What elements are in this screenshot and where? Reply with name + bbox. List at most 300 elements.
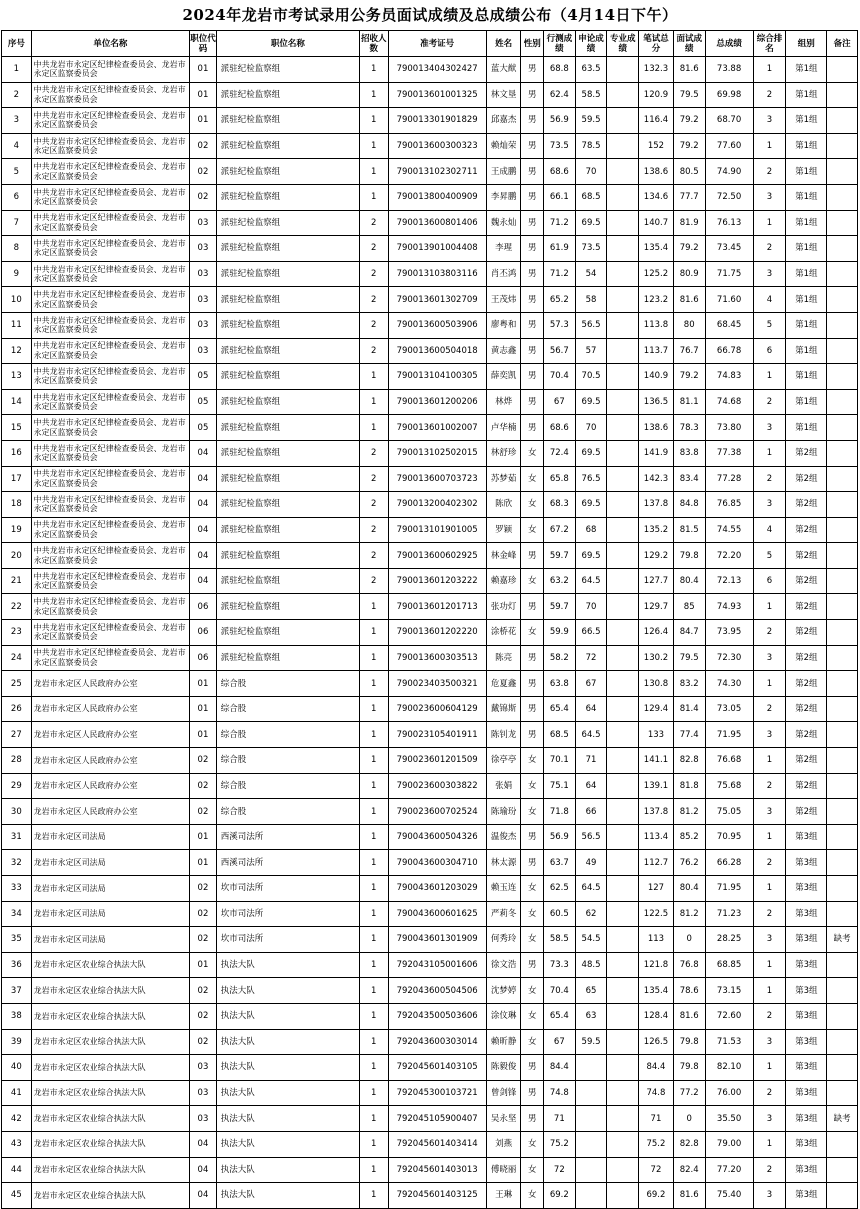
position-code: 02 [190, 901, 217, 927]
position-name: 派驻纪检监察组 [216, 364, 359, 390]
remarks [827, 466, 858, 492]
results-table [1, 30, 858, 1209]
essay-score: 48.5 [575, 952, 607, 978]
total-score: 66.28 [705, 850, 753, 876]
unit-name: 龙岩市永定区农业综合执法大队 [31, 1131, 190, 1157]
table-row [2, 748, 858, 774]
remarks [827, 978, 858, 1004]
position-code: 02 [190, 1029, 217, 1055]
table-row [2, 568, 858, 594]
essay-score [575, 1131, 607, 1157]
group: 第2组 [786, 671, 827, 697]
unit-name: 龙岩市永定区农业综合执法大队 [31, 1183, 190, 1209]
essay-score: 67 [575, 671, 607, 697]
row-seq: 27 [2, 722, 32, 748]
candidate-name: 赖玉连 [486, 876, 521, 902]
rank: 1 [753, 210, 786, 236]
group: 第2组 [786, 517, 827, 543]
unit-name: 中共龙岩市永定区纪律检查委员会、龙岩市永定区监察委员会 [31, 312, 190, 338]
written-total: 126.5 [639, 1029, 674, 1055]
written-total: 121.8 [639, 952, 674, 978]
total-score: 77.28 [705, 466, 753, 492]
remarks [827, 57, 858, 83]
total-score: 71.95 [705, 876, 753, 902]
header-total-score: 总成绩 [705, 31, 753, 57]
remarks [827, 568, 858, 594]
essay-score: 70 [575, 415, 607, 441]
row-seq: 36 [2, 952, 32, 978]
position-code: 03 [190, 236, 217, 262]
gender: 女 [521, 927, 543, 953]
group: 第3组 [786, 1003, 827, 1029]
candidate-name: 罗颖 [486, 517, 521, 543]
professional-score [607, 1106, 639, 1132]
header-name: 姓名 [486, 31, 521, 57]
aptitude-score: 62.5 [543, 876, 575, 902]
unit-name: 龙岩市永定区人民政府办公室 [31, 748, 190, 774]
aptitude-score: 71.2 [543, 261, 575, 287]
professional-score [607, 620, 639, 646]
aptitude-score: 68.8 [543, 57, 575, 83]
quota: 1 [359, 389, 388, 415]
total-score: 77.38 [705, 440, 753, 466]
total-score: 82.10 [705, 1055, 753, 1081]
candidate-name: 徐亭亭 [486, 748, 521, 774]
unit-name: 中共龙岩市永定区纪律检查委员会、龙岩市永定区监察委员会 [31, 492, 190, 518]
row-seq: 20 [2, 543, 32, 569]
group: 第3组 [786, 1055, 827, 1081]
position-name: 执法大队 [216, 1003, 359, 1029]
table-row [2, 978, 858, 1004]
interview-score: 82.4 [673, 1157, 705, 1183]
written-total: 127 [639, 876, 674, 902]
professional-score [607, 517, 639, 543]
row-seq: 42 [2, 1106, 32, 1132]
exam-number: 792043600303014 [388, 1029, 486, 1055]
interview-score: 80.4 [673, 876, 705, 902]
gender: 女 [521, 466, 543, 492]
rank: 5 [753, 543, 786, 569]
exam-number: 790013102302711 [388, 159, 486, 185]
group: 第3组 [786, 927, 827, 953]
row-seq: 5 [2, 159, 32, 185]
essay-score: 71 [575, 748, 607, 774]
aptitude-score: 67 [543, 1029, 575, 1055]
candidate-name: 黄志鑫 [486, 338, 521, 364]
row-seq: 13 [2, 364, 32, 390]
professional-score [607, 696, 639, 722]
row-seq: 3 [2, 108, 32, 134]
gender: 女 [521, 1029, 543, 1055]
candidate-name: 张功灯 [486, 594, 521, 620]
exam-number: 790023403500321 [388, 671, 486, 697]
written-total: 138.6 [639, 415, 674, 441]
candidate-name: 戴锦斯 [486, 696, 521, 722]
position-code: 03 [190, 261, 217, 287]
aptitude-score: 65.4 [543, 1003, 575, 1029]
aptitude-score: 67 [543, 389, 575, 415]
total-score: 71.95 [705, 722, 753, 748]
position-code: 06 [190, 645, 217, 671]
total-score: 68.70 [705, 108, 753, 134]
interview-score: 81.6 [673, 1003, 705, 1029]
rank: 2 [753, 159, 786, 185]
position-code: 02 [190, 876, 217, 902]
quota: 2 [359, 338, 388, 364]
rank: 3 [753, 1029, 786, 1055]
gender: 男 [521, 696, 543, 722]
essay-score: 56.5 [575, 312, 607, 338]
position-name: 派驻纪检监察组 [216, 338, 359, 364]
position-name: 派驻纪检监察组 [216, 57, 359, 83]
position-code: 06 [190, 620, 217, 646]
position-name: 派驻纪检监察组 [216, 312, 359, 338]
total-score: 73.80 [705, 415, 753, 441]
gender: 女 [521, 620, 543, 646]
candidate-name: 陈毅俊 [486, 1055, 521, 1081]
written-total: 126.4 [639, 620, 674, 646]
gender: 女 [521, 1157, 543, 1183]
table-row [2, 1029, 858, 1055]
position-code: 04 [190, 1157, 217, 1183]
remarks [827, 236, 858, 262]
position-code: 02 [190, 1003, 217, 1029]
unit-name: 龙岩市永定区农业综合执法大队 [31, 1080, 190, 1106]
quota: 1 [359, 1055, 388, 1081]
row-seq: 38 [2, 1003, 32, 1029]
quota: 2 [359, 210, 388, 236]
table-row [2, 287, 858, 313]
interview-score: 80.9 [673, 261, 705, 287]
professional-score [607, 594, 639, 620]
row-seq: 45 [2, 1183, 32, 1209]
table-row [2, 594, 858, 620]
position-code: 04 [190, 492, 217, 518]
remarks [827, 338, 858, 364]
written-total: 134.6 [639, 184, 674, 210]
position-name: 派驻纪检监察组 [216, 415, 359, 441]
gender: 女 [521, 517, 543, 543]
essay-score: 72 [575, 645, 607, 671]
group: 第2组 [786, 440, 827, 466]
aptitude-score: 58.5 [543, 927, 575, 953]
header-essay-score: 申论成绩 [575, 31, 607, 57]
unit-name: 中共龙岩市永定区纪律检查委员会、龙岩市永定区监察委员会 [31, 645, 190, 671]
quota: 1 [359, 1183, 388, 1209]
rank: 3 [753, 1183, 786, 1209]
group: 第3组 [786, 952, 827, 978]
total-score: 70.95 [705, 824, 753, 850]
position-name: 综合股 [216, 722, 359, 748]
total-score: 71.53 [705, 1029, 753, 1055]
table-row [2, 184, 858, 210]
written-total: 129.4 [639, 696, 674, 722]
professional-score [607, 492, 639, 518]
unit-name: 龙岩市永定区农业综合执法大队 [31, 1106, 190, 1132]
essay-score: 64.5 [575, 568, 607, 594]
written-total: 138.6 [639, 159, 674, 185]
remarks [827, 620, 858, 646]
row-seq: 33 [2, 876, 32, 902]
table-row [2, 261, 858, 287]
gender: 男 [521, 824, 543, 850]
professional-score [607, 671, 639, 697]
row-seq: 28 [2, 748, 32, 774]
remarks [827, 210, 858, 236]
professional-score [607, 287, 639, 313]
aptitude-score: 56.9 [543, 108, 575, 134]
remarks [827, 671, 858, 697]
group: 第2组 [786, 492, 827, 518]
table-row [2, 1157, 858, 1183]
gender: 男 [521, 952, 543, 978]
quota: 1 [359, 799, 388, 825]
unit-name: 龙岩市永定区农业综合执法大队 [31, 978, 190, 1004]
remarks [827, 543, 858, 569]
header-position-code: 职位代码 [190, 31, 217, 57]
candidate-name: 吴永坚 [486, 1106, 521, 1132]
interview-score: 81.8 [673, 773, 705, 799]
table-row [2, 824, 858, 850]
gender: 女 [521, 799, 543, 825]
interview-score: 77.4 [673, 722, 705, 748]
exam-number: 792045601403414 [388, 1131, 486, 1157]
professional-score [607, 901, 639, 927]
interview-score: 84.7 [673, 620, 705, 646]
quota: 1 [359, 952, 388, 978]
aptitude-score: 68.3 [543, 492, 575, 518]
quota: 1 [359, 415, 388, 441]
aptitude-score: 70.4 [543, 978, 575, 1004]
position-name: 执法大队 [216, 1055, 359, 1081]
group: 第2组 [786, 722, 827, 748]
professional-score [607, 1055, 639, 1081]
position-name: 派驻纪检监察组 [216, 492, 359, 518]
professional-score [607, 210, 639, 236]
total-score: 72.60 [705, 1003, 753, 1029]
remarks [827, 517, 858, 543]
header-position-name: 职位名称 [216, 31, 359, 57]
gender: 男 [521, 184, 543, 210]
row-seq: 8 [2, 236, 32, 262]
candidate-name: 赖灿荣 [486, 133, 521, 159]
row-seq: 25 [2, 671, 32, 697]
total-score: 79.00 [705, 1131, 753, 1157]
position-code: 02 [190, 799, 217, 825]
rank: 1 [753, 671, 786, 697]
written-total: 116.4 [639, 108, 674, 134]
quota: 2 [359, 261, 388, 287]
interview-score: 81.4 [673, 696, 705, 722]
total-score: 72.13 [705, 568, 753, 594]
quota: 2 [359, 543, 388, 569]
position-name: 西溪司法所 [216, 850, 359, 876]
candidate-name: 卢华楠 [486, 415, 521, 441]
remarks [827, 1131, 858, 1157]
header-seq: 序号 [2, 31, 32, 57]
remarks [827, 594, 858, 620]
group: 第1组 [786, 364, 827, 390]
professional-score [607, 568, 639, 594]
interview-score: 80.4 [673, 568, 705, 594]
group: 第3组 [786, 876, 827, 902]
aptitude-score: 73.5 [543, 133, 575, 159]
candidate-name: 薛奕凯 [486, 364, 521, 390]
interview-score: 0 [673, 927, 705, 953]
professional-score [607, 1183, 639, 1209]
total-score: 74.68 [705, 389, 753, 415]
essay-score: 63 [575, 1003, 607, 1029]
total-score: 74.30 [705, 671, 753, 697]
written-total: 152 [639, 133, 674, 159]
unit-name: 龙岩市永定区司法局 [31, 927, 190, 953]
interview-score: 82.8 [673, 1131, 705, 1157]
quota: 1 [359, 1029, 388, 1055]
position-code: 03 [190, 1055, 217, 1081]
position-name: 坎市司法所 [216, 876, 359, 902]
rank: 1 [753, 133, 786, 159]
position-code: 01 [190, 108, 217, 134]
exam-number: 790043601203029 [388, 876, 486, 902]
rank: 1 [753, 1055, 786, 1081]
interview-score: 81.2 [673, 901, 705, 927]
group: 第1组 [786, 312, 827, 338]
total-score: 77.20 [705, 1157, 753, 1183]
remarks [827, 748, 858, 774]
remarks [827, 824, 858, 850]
gender: 女 [521, 1003, 543, 1029]
aptitude-score: 75.2 [543, 1131, 575, 1157]
aptitude-score: 71.2 [543, 210, 575, 236]
essay-score: 66 [575, 799, 607, 825]
rank: 3 [753, 184, 786, 210]
position-code: 01 [190, 671, 217, 697]
total-score: 68.85 [705, 952, 753, 978]
table-row [2, 620, 858, 646]
candidate-name: 陈欣 [486, 492, 521, 518]
unit-name: 中共龙岩市永定区纪律检查委员会、龙岩市永定区监察委员会 [31, 57, 190, 83]
position-code: 03 [190, 312, 217, 338]
written-total: 74.8 [639, 1080, 674, 1106]
written-total: 136.5 [639, 389, 674, 415]
table-row [2, 492, 858, 518]
position-code: 02 [190, 773, 217, 799]
interview-score: 0 [673, 1106, 705, 1132]
essay-score: 64.5 [575, 876, 607, 902]
position-name: 综合股 [216, 773, 359, 799]
rank: 2 [753, 82, 786, 108]
row-seq: 23 [2, 620, 32, 646]
position-name: 综合股 [216, 671, 359, 697]
unit-name: 中共龙岩市永定区纪律检查委员会、龙岩市永定区监察委员会 [31, 82, 190, 108]
candidate-name: 严莉冬 [486, 901, 521, 927]
unit-name: 龙岩市永定区农业综合执法大队 [31, 1055, 190, 1081]
gender: 男 [521, 594, 543, 620]
position-name: 执法大队 [216, 1029, 359, 1055]
position-code: 02 [190, 159, 217, 185]
unit-name: 中共龙岩市永定区纪律检查委员会、龙岩市永定区监察委员会 [31, 338, 190, 364]
row-seq: 43 [2, 1131, 32, 1157]
professional-score [607, 440, 639, 466]
position-code: 01 [190, 824, 217, 850]
candidate-name: 林烨 [486, 389, 521, 415]
essay-score: 64.5 [575, 722, 607, 748]
position-name: 派驻纪检监察组 [216, 108, 359, 134]
essay-score: 49 [575, 850, 607, 876]
aptitude-score: 68.6 [543, 415, 575, 441]
header-interview-score: 面试成绩 [673, 31, 705, 57]
header-quota: 招收人数 [359, 31, 388, 57]
total-score: 73.05 [705, 696, 753, 722]
position-code: 03 [190, 338, 217, 364]
unit-name: 龙岩市永定区农业综合执法大队 [31, 1003, 190, 1029]
candidate-name: 王成鹏 [486, 159, 521, 185]
written-total: 84.4 [639, 1055, 674, 1081]
gender: 女 [521, 978, 543, 1004]
unit-name: 中共龙岩市永定区纪律检查委员会、龙岩市永定区监察委员会 [31, 364, 190, 390]
interview-score: 85.2 [673, 824, 705, 850]
position-name: 派驻纪检监察组 [216, 594, 359, 620]
unit-name: 中共龙岩市永定区纪律检查委员会、龙岩市永定区监察委员会 [31, 415, 190, 441]
total-score: 74.55 [705, 517, 753, 543]
aptitude-score: 63.7 [543, 850, 575, 876]
position-name: 执法大队 [216, 1080, 359, 1106]
professional-score [607, 312, 639, 338]
exam-number: 790013800400909 [388, 184, 486, 210]
quota: 1 [359, 773, 388, 799]
candidate-name: 李昇鹏 [486, 184, 521, 210]
quota: 1 [359, 824, 388, 850]
position-name: 派驻纪检监察组 [216, 543, 359, 569]
essay-score: 70.5 [575, 364, 607, 390]
group: 第2组 [786, 620, 827, 646]
quota: 2 [359, 517, 388, 543]
candidate-name: 何秀玲 [486, 927, 521, 953]
interview-score: 83.4 [673, 466, 705, 492]
position-name: 西溪司法所 [216, 824, 359, 850]
remarks [827, 773, 858, 799]
header-unit: 单位名称 [31, 31, 190, 57]
rank: 2 [753, 850, 786, 876]
group: 第1组 [786, 389, 827, 415]
group: 第2组 [786, 773, 827, 799]
professional-score [607, 952, 639, 978]
gender: 男 [521, 261, 543, 287]
total-score: 74.90 [705, 159, 753, 185]
remarks [827, 1157, 858, 1183]
unit-name: 中共龙岩市永定区纪律检查委员会、龙岩市永定区监察委员会 [31, 543, 190, 569]
aptitude-score: 68.6 [543, 159, 575, 185]
group: 第1组 [786, 210, 827, 236]
exam-number: 790043600504326 [388, 824, 486, 850]
written-total: 135.4 [639, 236, 674, 262]
essay-score: 54.5 [575, 927, 607, 953]
position-name: 派驻纪检监察组 [216, 82, 359, 108]
gender: 男 [521, 57, 543, 83]
professional-score [607, 1029, 639, 1055]
remarks [827, 389, 858, 415]
rank: 2 [753, 773, 786, 799]
unit-name: 中共龙岩市永定区纪律检查委员会、龙岩市永定区监察委员会 [31, 236, 190, 262]
professional-score [607, 364, 639, 390]
aptitude-score: 75.1 [543, 773, 575, 799]
table-row [2, 773, 858, 799]
gender: 女 [521, 1183, 543, 1209]
aptitude-score: 65.8 [543, 466, 575, 492]
exam-number: 790023600604129 [388, 696, 486, 722]
exam-number: 790023601201509 [388, 748, 486, 774]
group: 第3组 [786, 901, 827, 927]
